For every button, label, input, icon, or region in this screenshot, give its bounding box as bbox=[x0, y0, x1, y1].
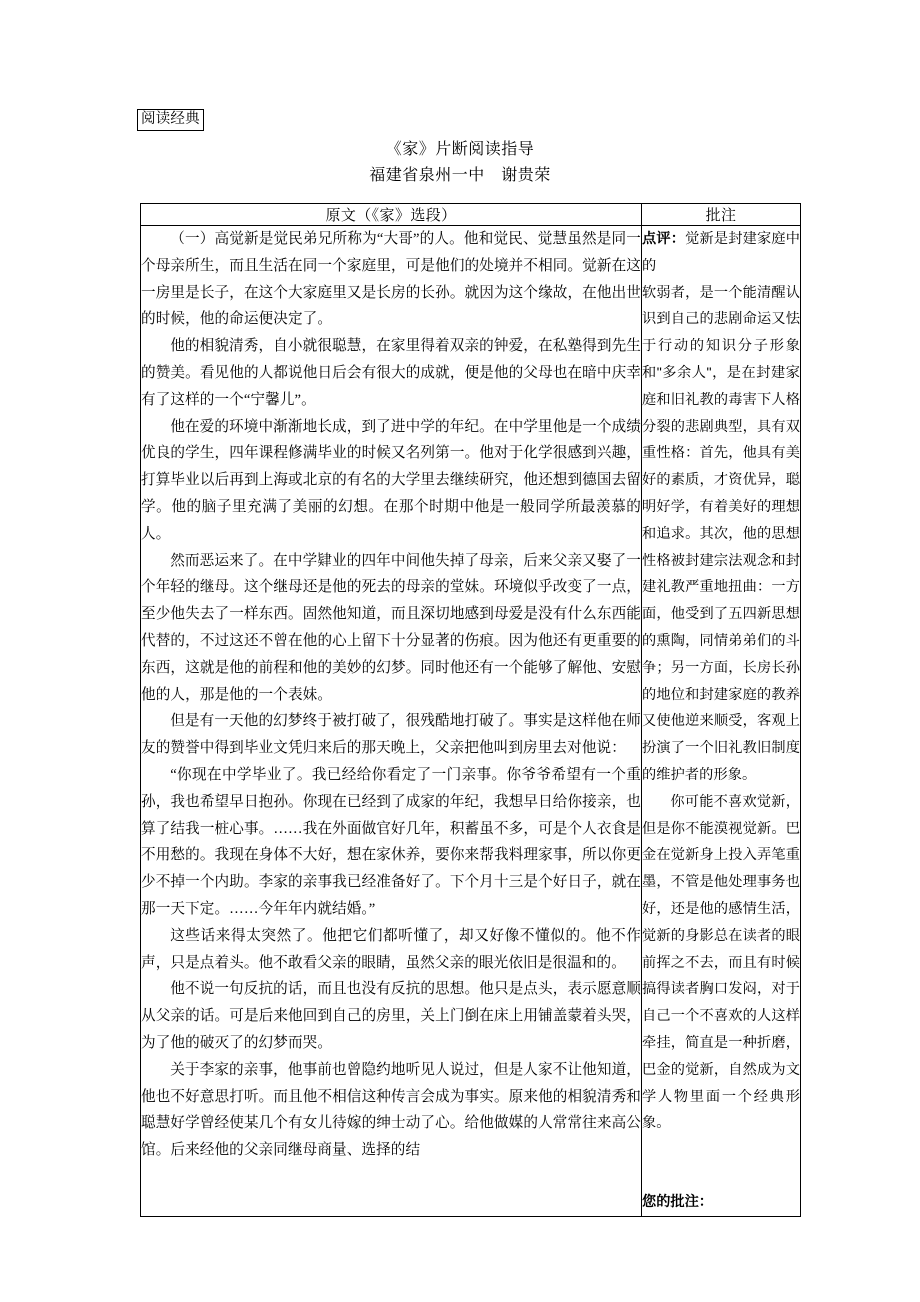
annotation-closing-paragraph: 你可能不喜欢觉新，但是你不能漠视觉新。巴金在觉新身上投入弄笔重墨，不管是他处理事务也好，还是他的感情生活，觉新的身影总在读者的眼前挥之不去，而且有时候搞得读者胸口发闷，对于自己一个不喜欢的人这样牵挂，简直是一种折磨，巴金的觉新，自然成为文学人物里面一个经典形象。 bbox=[642, 793, 800, 1132]
annotation-lead-line bbox=[642, 226, 800, 280]
annotation-lead-text: 觉新是封建家庭中的 bbox=[642, 231, 800, 274]
reading-guidance-table bbox=[140, 203, 801, 1217]
original-text-cell bbox=[141, 226, 642, 1217]
original-paragraph: 他的相貌清秀，自小就很聪慧，在家里得着双亲的钟爱，在私塾得到先生的赞美。看见他的人都说他日后会有很大的成就，便是他的父母也在暗中庆幸有了这样的一个“宁馨儿”。 bbox=[141, 338, 641, 408]
column-header-original: 原文（《家》选段） bbox=[141, 204, 642, 226]
page-byline: 福建省泉州一中 谢贵荣 bbox=[369, 167, 551, 184]
table-header-row bbox=[141, 204, 801, 226]
original-paragraph: 然而恶运来了。在中学肄业的四年中间他失掉了母亲，后来父亲又娶了一个年轻的继母。这个继母还是他的死去的母亲的堂妹。环境似乎改变了一点，至少他失去了一样东西。固然他知道，而且深切地感到母爱是没有什么东西能代替的，不过这还不曾在他的心上留下十分显著的伤痕。因为他还有更重要的东西，这就是他的前程和他的美妙的幻梦。同时他还有一个能够了解他、安慰他的人，那是他的一个表妹。 bbox=[141, 552, 641, 703]
annotation-spacer bbox=[642, 1137, 800, 1189]
page-title: 《家》片断阅读指导 bbox=[385, 141, 535, 158]
original-paragraph: 他在爱的环境中渐渐地长成，到了进中学的年纪。在中学里他是一个成绩优良的学生，四年课程修满毕业的时候又名列第一。他对于化学很感到兴趣，打算毕业以后再到上海或北京的有名的大学里去继续研究，他还想到德国去留学。他的脑子里充满了美丽的幻想。在那个时期中他是一般同学所最羡慕的人。 bbox=[141, 418, 641, 542]
column-header-notes: 批注 bbox=[642, 204, 801, 226]
annotation-lead-label: 点评： bbox=[642, 231, 686, 247]
original-paragraph: （一）高觉新是觉民弟兄所称为“大哥”的人。他和觉民、觉慧虽然是同一个母亲所生，而且生活在同一个家庭里，可是他们的处境并不相同。觉新在这一房里是长子，在这个大家庭里又是长房的长孙。就因为这个缘故，在他出世的时候，他的命运便决定了。 bbox=[141, 231, 641, 328]
table-body-row bbox=[141, 226, 801, 1217]
annotation-body-paragraph: 软弱者，是一个能清醒认识到自己的悲剧命运又怯于行动的知识分子形象和"多余人"，是在封建家庭和旧礼教的毒害下人格分裂的悲剧典型，具有双重性格：首先，他具有美好的素质，才资优异，聪明好学，有着美好的理想和追求。其次，他的思想性格被封建宗法观念和封建礼教严重地扭曲：一方面，他受到了五四新思想的熏陶，同情弟弟们的斗争；另一方面，长房长孙的地位和封建家庭的教养又使他逆来顺受，客观上扮演了一个旧礼教旧制度的维护者的形象。 bbox=[642, 284, 800, 783]
original-paragraph: 但是有一天他的幻梦终于被打破了，很残酷地打破了。事实是这样他在师友的赞誉中得到毕业文凭归来后的那天晚上，父亲把他叫到房里去对他说： bbox=[141, 713, 641, 757]
annotation-cell bbox=[642, 226, 801, 1217]
reading-classics-tag: 阅读经典 bbox=[137, 109, 204, 131]
original-paragraph: “你现在中学毕业了。我已经给你看定了一门亲事。你爷爷希望有一个重孙，我也希望早日抱孙。你现在已经到了成家的年纪，我想早日给你接亲，也算了结我一桩心事。……我在外面做官好几年，积蓄虽不多，可是个人衣食是不用愁的。我现在身体不大好，想在家休养，要你来帮我料理家事，所以你更少不掉一个内助。李家的亲事我已经准备好了。下个月十三是个好日子，就在那一天下定。……今年年内就结婚。” bbox=[141, 766, 641, 917]
original-paragraph: 他不说一句反抗的话，而且也没有反抗的思想。他只是点头，表示愿意顺从父亲的话。可是后来他回到自己的房里，关上门倒在床上用铺盖蒙着头哭，为了他的破灭了的幻梦而哭。 bbox=[141, 981, 641, 1051]
original-paragraph: 这些话来得太突然了。他把它们都听懂了，却又好像不懂似的。他不作声，只是点着头。他不敢看父亲的眼睛，虽然父亲的眼光依旧是很温和的。 bbox=[141, 927, 641, 971]
your-annotation-prompt: 您的批注： bbox=[642, 1194, 713, 1211]
original-paragraph: 关于李家的亲事，他事前也曾隐约地听见人说过，但是人家不让他知道，他也不好意思打听。而且他不相信这种传言会成为事实。原来他的相貌清秀和聪慧好学曾经使某几个有女儿待嫁的绅士动了心。给他做媒的人常常往来高公馆。后来经他的父亲同继母商量、选择的结 bbox=[141, 1061, 641, 1159]
